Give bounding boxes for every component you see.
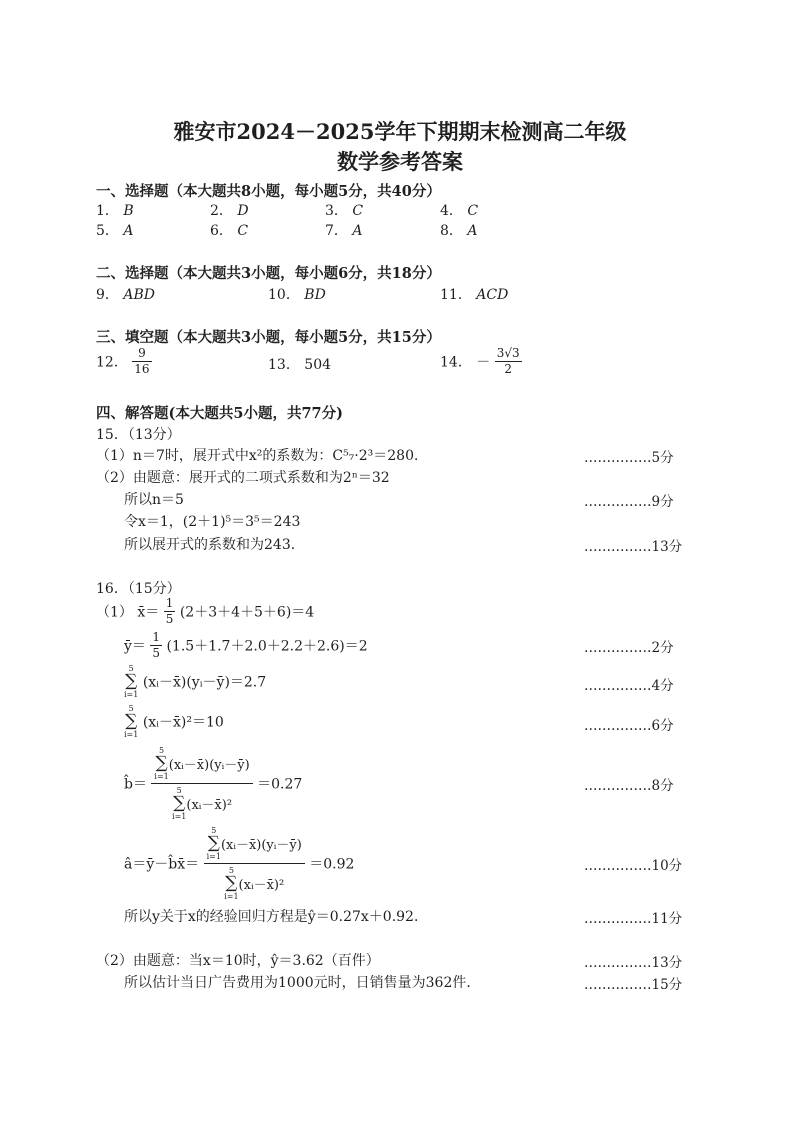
answer-item: 7． A (325, 223, 363, 239)
score-mark: ……………13分 (584, 955, 683, 971)
answer-item: 11． ACD (440, 287, 509, 303)
section3-heading: 三、填空题（本大题共3小题，每小题5分，共15分） (96, 329, 441, 346)
q15-line4: 令x＝1，(2＋1)⁵＝3⁵＝243 (124, 514, 301, 530)
q16-sxx-line: 5 ∑ i=1 (xᵢ－x̄)²＝10 (124, 704, 224, 739)
section4-heading: 四、解答题(本大题共5小题，共77分) (96, 405, 343, 422)
answer-item: 2． D (210, 203, 249, 219)
answer-item-13: 13． 504 (268, 357, 332, 373)
answer-item: 6． C (210, 223, 249, 239)
score-mark: ……………15分 (584, 977, 683, 993)
score-mark: ……………10分 (584, 858, 683, 874)
q16-header: 16．（15分） (96, 581, 181, 597)
answer-item: 8． A (440, 223, 478, 239)
score-mark: ……………13分 (584, 539, 683, 555)
answer-item-14: 14． － $\frac{3√3}{2}$ (440, 346, 520, 376)
score-mark: ……………2分 (584, 640, 674, 656)
q16-sxy-line: 5 ∑ i=1 (xᵢ－x̄)(yᵢ－ȳ)＝2.7 (124, 664, 267, 699)
q15-line1: （1）n＝7时，展开式中x²的系数为：C⁵₇·2³＝280． (96, 448, 428, 464)
q16-a-line: â＝ȳ－b̂x̄＝ 5 ∑ i=1 (xᵢ－x̄)(yᵢ－ȳ) 5 ∑ i=1 (xᵢ－x̄)² ＝0.92 (124, 826, 355, 901)
score-mark: ……………4分 (584, 678, 674, 694)
answer-item: 4． C (440, 203, 479, 219)
page-subtitle: 数学参考答案 (337, 149, 463, 174)
answer-item-12: 12． $\frac{9}{16}$ (96, 346, 150, 376)
q15-line3: 所以n＝5 (124, 492, 184, 508)
answer-item: 9． ABD (96, 287, 155, 303)
page-title: 雅安市2024－2025学年下期期末检测高二年级 (173, 119, 627, 144)
score-mark: ……………8分 (584, 778, 674, 794)
q16-conclusion: 所以y关于x的经验回归方程是ŷ＝0.27x＋0.92． (124, 909, 428, 925)
section2-heading: 二、选择题（本大题共3小题，每小题6分，共18分） (96, 265, 441, 282)
q16-part2-conclusion: 所以估计当日广告费用为1000元时，日销售量为362件． (124, 975, 481, 991)
answer-item: 5． A (96, 223, 134, 239)
section1-heading: 一、选择题（本大题共8小题，每小题5分，共40分） (96, 183, 441, 200)
q15-header: 15．（13分） (96, 427, 181, 443)
q16-xbar-line: （1） x̄＝ $\frac{1}{5}$ (2＋3＋4＋5＋6)＝4 (96, 596, 315, 626)
score-mark: ……………5分 (584, 450, 674, 466)
answer-item: 3． C (325, 203, 364, 219)
q16-ybar-line: ȳ＝ $\frac{1}{5}$ (1.5＋1.7＋2.0＋2.2＋2.6)＝2 (124, 630, 368, 660)
q16-part2-line: （2）由题意：当x＝10时，ŷ＝3.62（百件） (96, 953, 380, 969)
answer-item: 1． B (96, 203, 134, 219)
score-mark: ……………9分 (584, 494, 674, 510)
score-mark: ……………11分 (584, 911, 683, 927)
answer-item: 10． BD (268, 287, 326, 303)
score-mark: ……………6分 (584, 718, 674, 734)
q15-line2: （2）由题意：展开式的二项式系数和为2ⁿ＝32 (96, 470, 390, 486)
q16-b-line: b̂＝ 5 ∑ i=1 (xᵢ－x̄)(yᵢ－ȳ) 5 ∑ i=1 (xᵢ－x̄)² ＝0.27 (124, 746, 303, 821)
q15-line5: 所以展开式的系数和为243． (124, 537, 305, 553)
